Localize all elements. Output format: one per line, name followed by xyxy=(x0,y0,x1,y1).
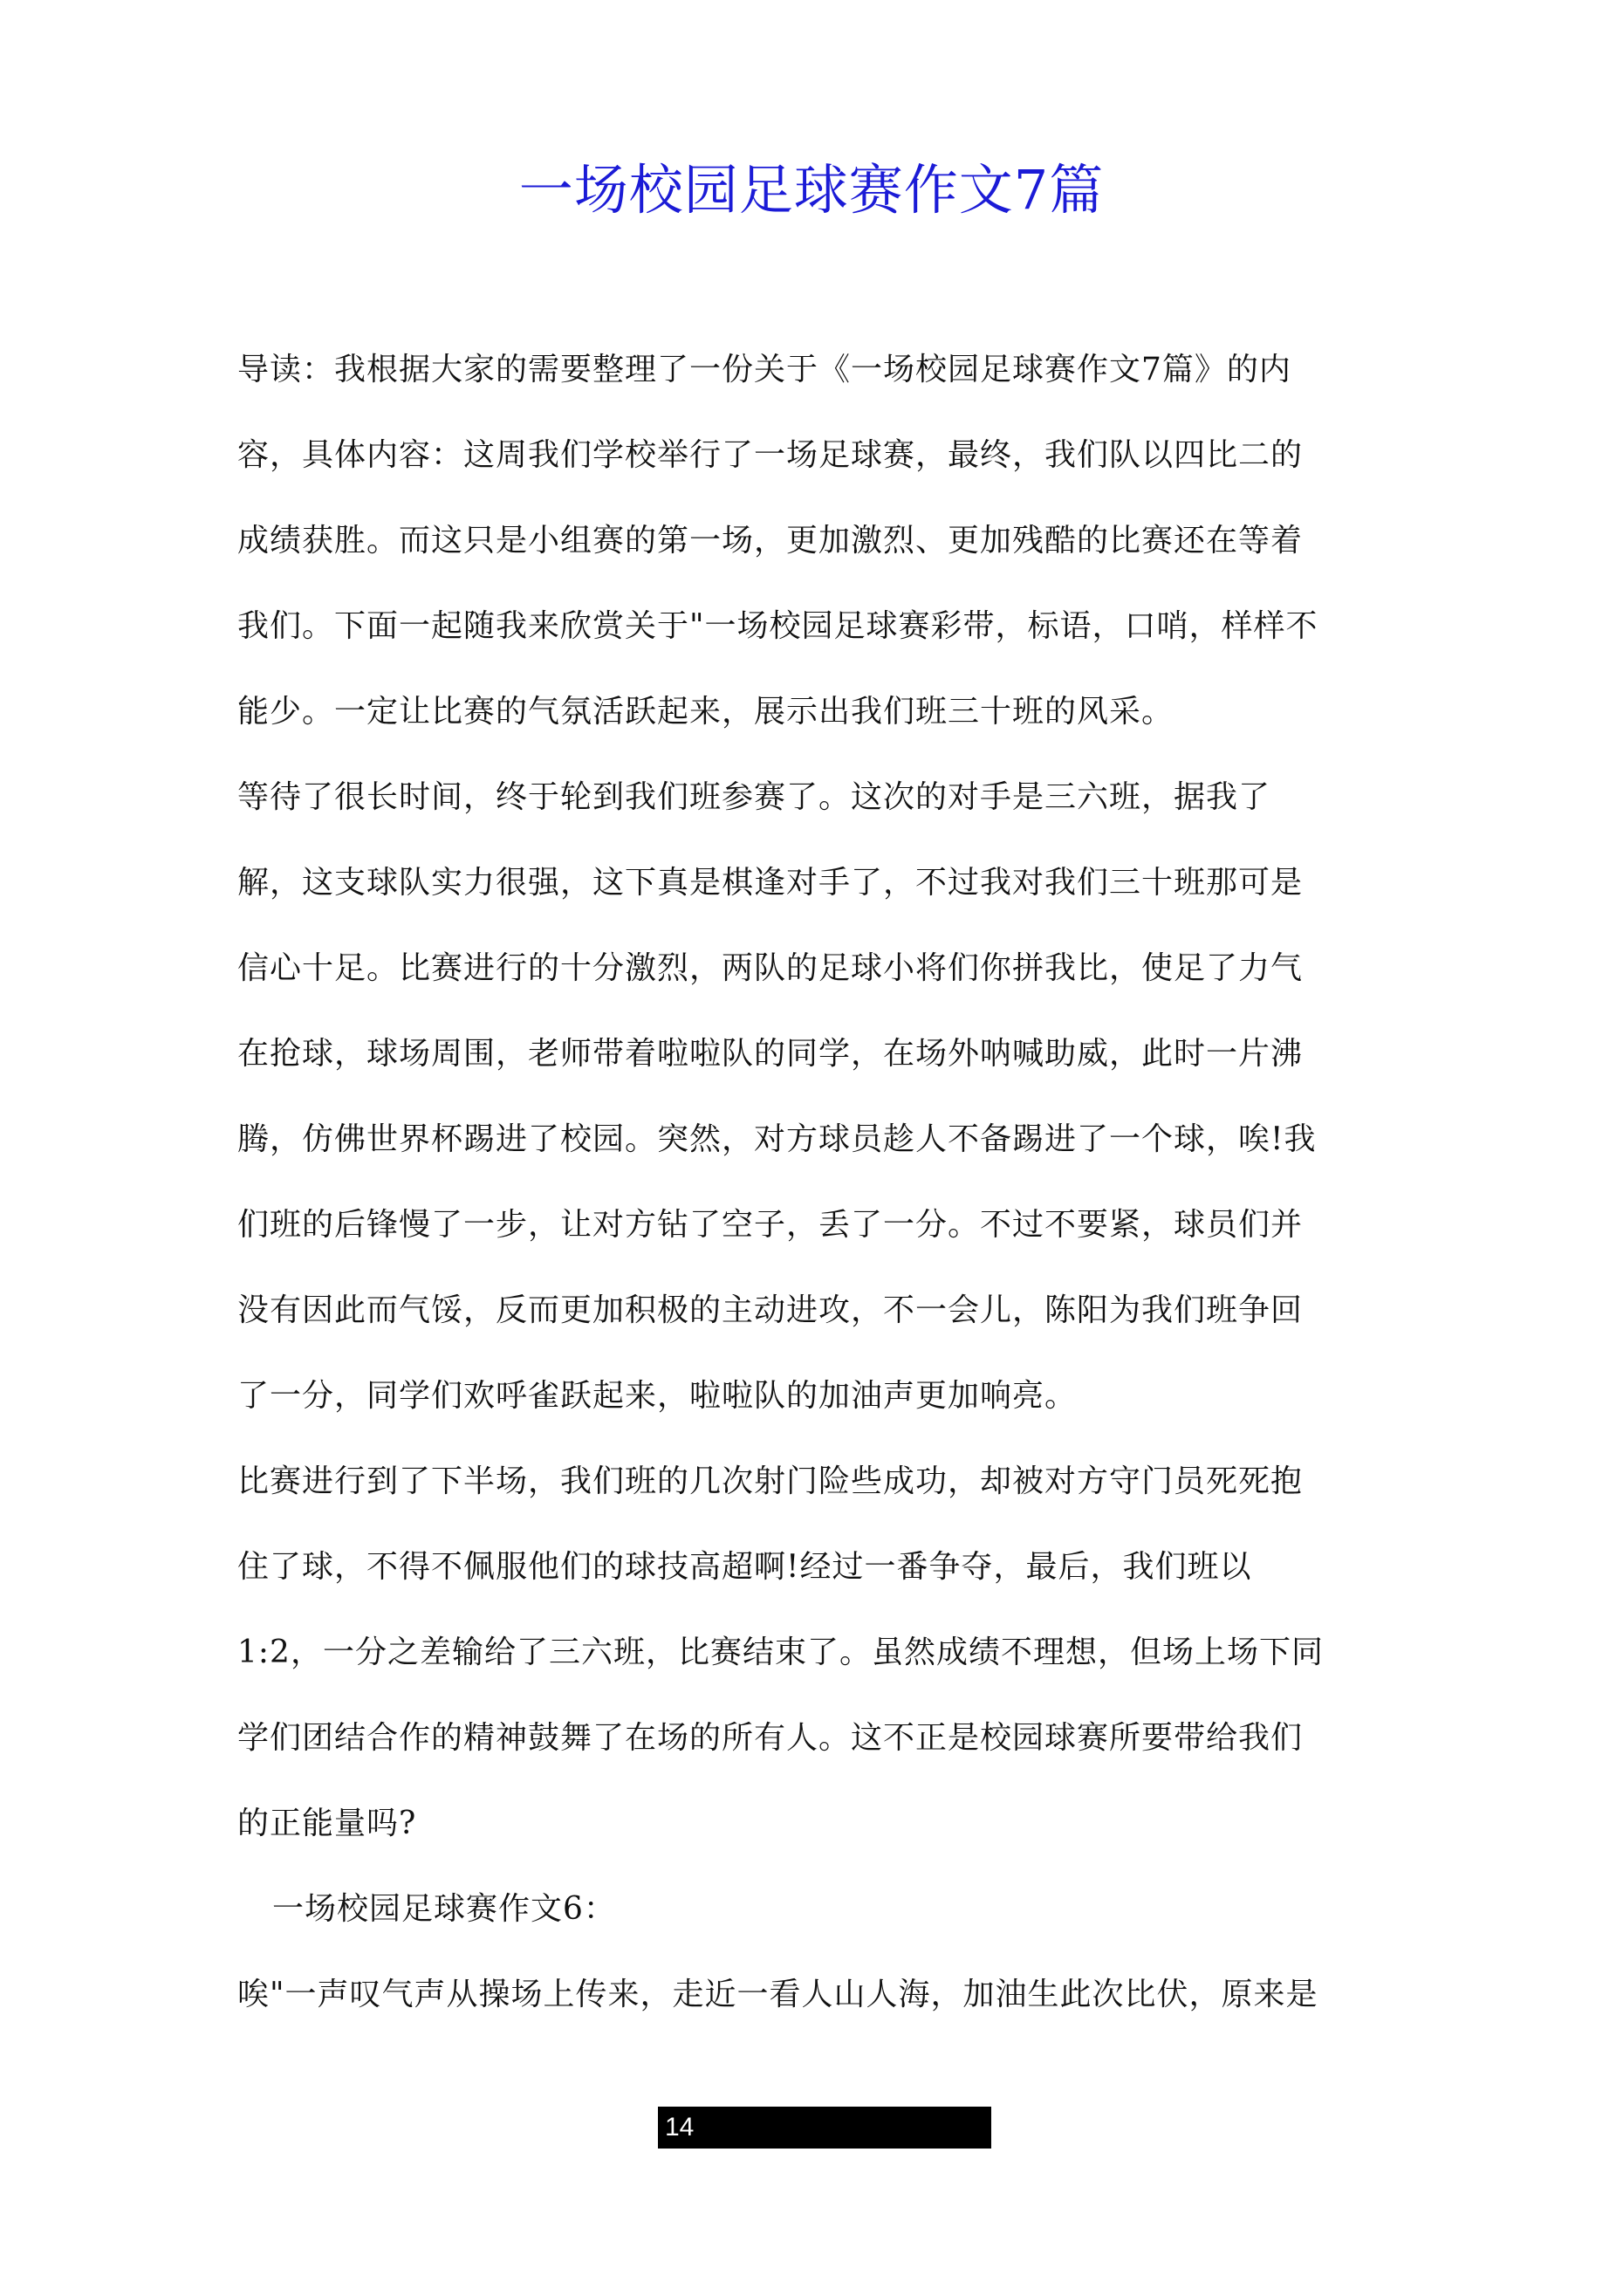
paragraph-line: 我们。下面一起随我来欣赏关于"一场校园足球赛彩带，标语，口哨，样样不 xyxy=(237,608,1318,644)
paragraph-line: 了一分，同学们欢呼雀跃起来，啦啦队的加油声更加响亮。 xyxy=(237,1378,1078,1414)
paragraph-line: 成绩获胜。而这只是小组赛的第一场，更加激烈、更加残酷的比赛还在等着 xyxy=(237,523,1304,559)
paragraph-line: 没有因此而气馁，反而更加积极的主动进攻，不一会儿，陈阳为我们班争回 xyxy=(237,1292,1304,1328)
paragraph-line: 的正能量吗? xyxy=(237,1806,417,1841)
paragraph-line: 能少。一定让比赛的气氛活跃起来，展示出我们班三十班的风采。 xyxy=(237,694,1174,730)
paragraph-line: 腾，仿佛世界杯踢进了校园。突然，对方球员趁人不备踢进了一个球，唉!我 xyxy=(237,1121,1317,1157)
paragraph-line: 住了球，不得不佩服他们的球技高超啊!经过一番争夺，最后，我们班以 xyxy=(237,1549,1252,1585)
paragraph-line: 们班的后锋慢了一步，让对方钻了空子，丢了一分。不过不要紧，球员们并 xyxy=(237,1207,1304,1243)
document-title: 一场校园足球赛作文7篇 xyxy=(518,158,1105,222)
paragraph-line: 等待了很长时间，终于轮到我们班参赛了。这次的对手是三六班，据我了 xyxy=(237,779,1271,815)
paragraph-line: 在抢球，球场周围，老师带着啦啦队的同学，在场外呐喊助威，此时一片沸 xyxy=(237,1036,1304,1072)
paragraph-line: 信心十足。比赛进行的十分激烈，两队的足球小将们你拼我比，使足了力气 xyxy=(237,950,1304,986)
paragraph-line: 唉"一声叹气声从操场上传来，走近一看人山人海，加油生此次比伏，原来是 xyxy=(237,1977,1318,2012)
paragraph-line: 容，具体内容：这周我们学校举行了一场足球赛，最终，我们队以四比二的 xyxy=(237,437,1304,473)
paragraph-line: 1:2，一分之差输给了三六班，比赛结束了。虽然成绩不理想，但场上场下同 xyxy=(237,1635,1324,1670)
page-number: 14 xyxy=(658,2107,991,2149)
paragraph-line: 学们团结合作的精神鼓舞了在场的所有人。这不正是校园球赛所要带给我们 xyxy=(237,1720,1304,1756)
section-heading: 一场校园足球赛作文6： xyxy=(272,1891,616,1927)
paragraph-line: 解，这支球队实力很强，这下真是棋逢对手了，不过我对我们三十班那可是 xyxy=(237,865,1304,901)
document-body xyxy=(237,327,1415,2038)
paragraph-line: 比赛进行到了下半场，我们班的几次射门险些成功，却被对方守门员死死抱 xyxy=(237,1463,1304,1499)
paragraph-line: 导读：我根据大家的需要整理了一份关于《一场校园足球赛作文7篇》的内 xyxy=(237,352,1291,387)
